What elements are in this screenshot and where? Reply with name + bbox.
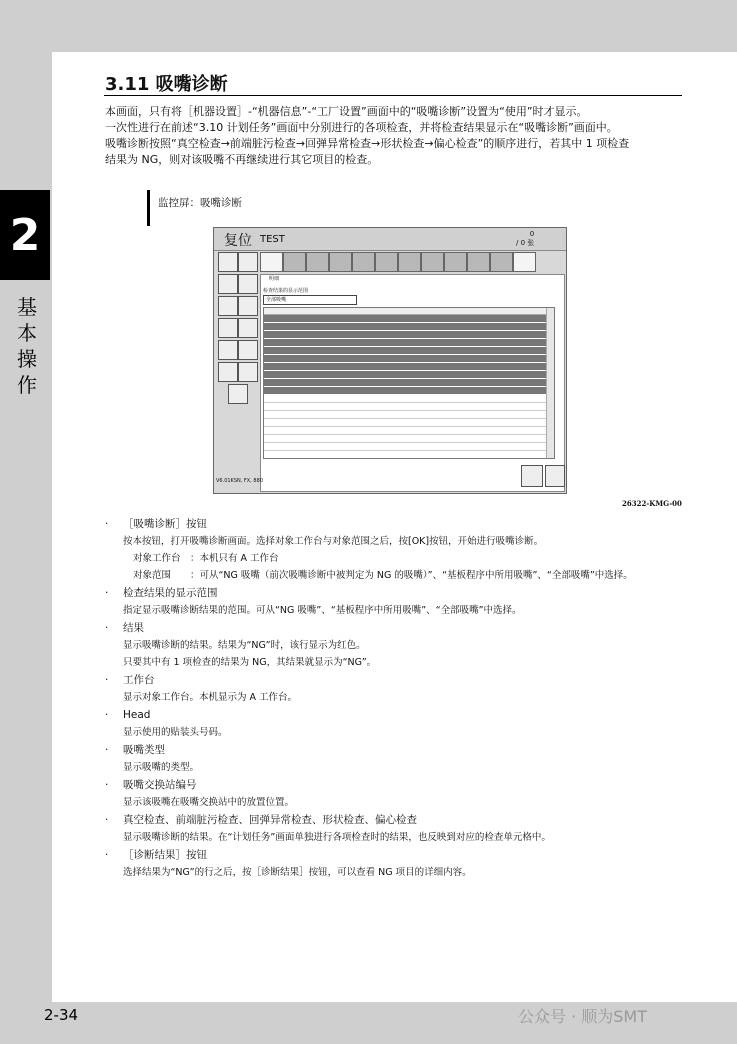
diagnosis-result-icon: [521, 465, 543, 487]
menu-icon: [218, 340, 238, 360]
program-title: TEST: [260, 234, 285, 245]
item-heading: · 结果: [105, 619, 695, 637]
page-number: 2-34: [44, 1006, 79, 1024]
item-heading: · 真空检查、前端脏污检查、回弹异常检查、形状检查、偏心检查: [105, 811, 695, 829]
tool-icon: [283, 252, 306, 272]
item-heading: · Head: [105, 706, 695, 724]
item-list: [105, 515, 695, 881]
tool-icon: [260, 252, 283, 272]
list-item: [105, 706, 695, 741]
item-description: 显示该吸嘴在吸嘴交换站中的放置位置。: [123, 797, 295, 808]
list-item: [105, 776, 695, 811]
title-underline: [104, 95, 682, 96]
tool-icon: [421, 252, 444, 272]
item-heading: · ［诊断结果］按钮: [105, 846, 695, 864]
tool-icon: [467, 252, 490, 272]
tool-icon: [444, 252, 467, 272]
grid-row: [264, 419, 546, 427]
menu-icon: [238, 274, 258, 294]
item-description: 显示对象工作台。本机显示为 A 工作台。: [123, 692, 298, 703]
item-description: 指定显示吸嘴诊断结果的范围。可从“NG 吸嘴”、“基板程序中所用吸嘴”、“全部吸嘴”中选择。: [123, 605, 522, 616]
tool-icon: [329, 252, 352, 272]
menu-icon: [218, 296, 238, 316]
grid-row-ng: [264, 339, 546, 346]
screenshot-toolbar: [260, 252, 562, 272]
item-sub-line: 对象工作台 ：本机只有 A 工作台: [133, 553, 279, 564]
chapter-number-tab: 2: [0, 190, 50, 280]
nozzle-diagnosis-button-icon: [545, 465, 565, 487]
grid-row: [264, 443, 546, 451]
grid-row-ng: [264, 379, 546, 386]
grid-header: [264, 308, 554, 315]
grid-row: [264, 395, 546, 403]
result-grid: [263, 307, 555, 459]
intro-line: 本画面，只有将［机器设置］-“机器信息”-“工厂设置”画面中的“吸嘴诊断”设置为“使用”时才显示。: [105, 105, 588, 118]
item-description: 显示使用的贴装头号码。: [123, 727, 228, 738]
item-heading: · 工作台: [105, 671, 695, 689]
menu-icon: [238, 362, 258, 382]
tool-icon: [490, 252, 513, 272]
item-description: 选择结果为“NG”的行之后，按［诊断结果］按钮，可以查看 NG 项目的详细内容。: [123, 867, 472, 878]
tool-icon: [375, 252, 398, 272]
menu-icon: [238, 296, 258, 316]
grid-row-ng: [264, 355, 546, 362]
intro-paragraph: [105, 104, 695, 168]
version-footer: V6.01KSN, FX, 880: [216, 478, 263, 484]
grid-row-ng: [264, 347, 546, 354]
screenshot-side-menu: [216, 250, 256, 488]
menu-icon: [218, 318, 238, 338]
item-description: 只要其中有 1 项检查的结果为 NG，其结果就显示为“NG”。: [123, 657, 377, 668]
list-item: [105, 584, 695, 619]
intro-line: 结果为 NG，则对该吸嘴不再继续进行其它项目的检查。: [105, 153, 379, 166]
item-heading: · ［吸嘴诊断］按钮: [105, 515, 695, 533]
screenshot-topbar: [214, 228, 566, 251]
list-item: [105, 515, 695, 584]
item-description: 显示吸嘴诊断的结果。在“计划任务”画面单独进行各项检查时的结果，也反映到对应的检查单元格中。: [123, 832, 551, 843]
grid-row-ng: [264, 371, 546, 378]
tool-icon: [398, 252, 421, 272]
board-counter: 0 / 0 张: [516, 230, 535, 247]
grid-row: [264, 435, 546, 443]
item-description: 按本按钮，打开吸嘴诊断画面。选择对象工作台与对象范围之后，按[OK]按钮，开始进行吸嘴诊断。: [123, 536, 544, 547]
item-heading: · 吸嘴交换站编号: [105, 776, 695, 794]
tool-icon: [352, 252, 375, 272]
menu-icon: [218, 274, 238, 294]
grid-row-ng: [264, 315, 546, 322]
menu-icon: [238, 340, 258, 360]
grid-row: [264, 427, 546, 435]
list-item: [105, 671, 695, 706]
item-heading: · 检查结果的显示范围: [105, 584, 695, 602]
grid-row-ng: [264, 387, 546, 394]
chapter-title: 基本操作: [17, 295, 37, 397]
list-item: [105, 619, 695, 671]
screenshot-content: [260, 274, 565, 492]
list-item: [105, 846, 695, 881]
tool-icon: [306, 252, 329, 272]
range-combo: 全部吸嘴: [263, 295, 357, 305]
monitor-label-bar: [147, 190, 150, 226]
intro-line: 吸嘴诊断按照“真空检查→前端脏污检查→回弹异常检查→形状检查→偏心检查”的顺序进行，若其中 1 项检查: [105, 137, 630, 150]
range-label: 检查结果的显示范围: [263, 288, 309, 294]
menu-icon: [238, 252, 258, 272]
list-item: [105, 811, 695, 846]
figure-code: 26322-KMG-00: [622, 499, 682, 508]
nozzle-diagnosis-icon: [513, 252, 536, 272]
grid-row: [264, 411, 546, 419]
detail-tab: 明细: [269, 276, 280, 282]
grid-row-ng: [264, 331, 546, 338]
grid-row-ng: [264, 323, 546, 330]
grid-row: [264, 403, 546, 411]
menu-icon: [218, 252, 238, 272]
item-sub-line: 对象范围 ：可从“NG 吸嘴（前次吸嘴诊断中被判定为 NG 的吸嘴）”、“基板程序中所用吸嘴”、“全部吸嘴”中选择。: [133, 570, 633, 581]
item-description: 显示吸嘴诊断的结果。结果为“NG”时，该行显示为红色。: [123, 640, 366, 651]
grid-row-ng: [264, 363, 546, 370]
menu-icon: [238, 318, 258, 338]
item-description: 显示吸嘴的类型。: [123, 762, 200, 773]
watermark: 公众号 · 顺为SMT: [518, 1007, 647, 1026]
info-icon: [228, 384, 248, 404]
monitor-label: 监控屏：吸嘴诊断: [158, 197, 242, 209]
nozzle-diagnosis-screenshot: [213, 227, 567, 494]
item-heading: · 吸嘴类型: [105, 741, 695, 759]
intro-line: 一次性进行在前述“3.10 计划任务”画面中分别进行的各项检查，并将检查结果显示在“吸嘴诊断”画面中。: [105, 121, 618, 134]
reset-label: 复位: [224, 233, 252, 249]
menu-icon: [218, 362, 238, 382]
section-title: 3.11 吸嘴诊断: [105, 74, 228, 95]
grid-scrollbar: [546, 308, 554, 458]
list-item: [105, 741, 695, 776]
